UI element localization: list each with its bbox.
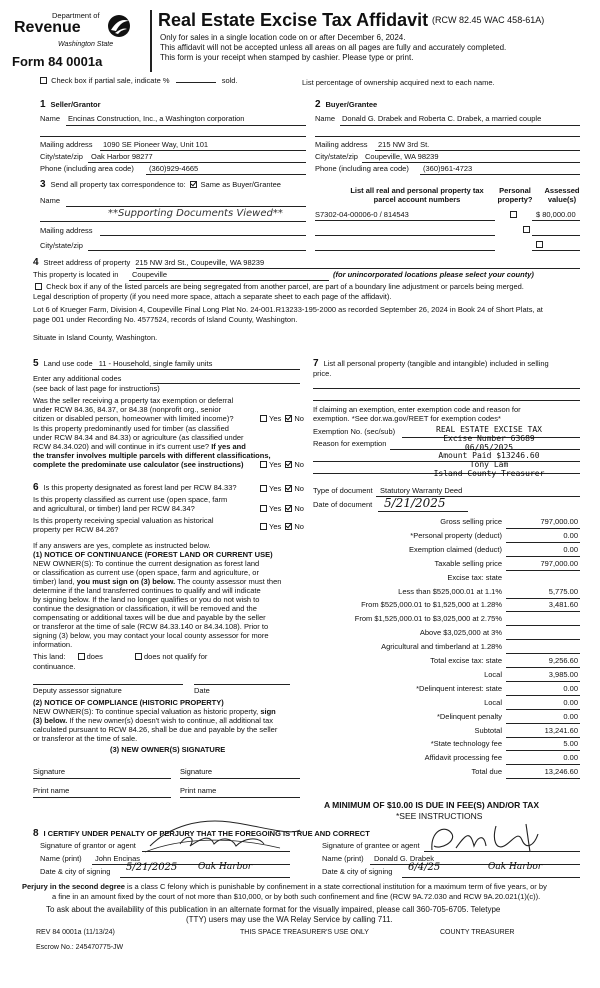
rule: [146, 174, 306, 175]
certification-statement: I CERTIFY UNDER PENALTY OF PERJURY THAT THE FOREGOING IS TRUE AND CORRECT: [43, 829, 370, 838]
does-qualify-checkbox[interactable]: [78, 653, 85, 660]
dor-logo: [8, 12, 148, 58]
new-owner-signature-heading: (3) NEW OWNER(S) SIGNATURE: [110, 745, 226, 754]
perjury-line-2: a fine in an amount fixed by the court of not more than $10,000, or by both such confinement and fine (RCW 9A.72.030 and RCW 9A.20.021(1)(c)).: [52, 892, 541, 901]
treasurer-space-label: THIS SPACE TREASURER'S USE ONLY: [240, 929, 369, 936]
section-number: 8: [33, 828, 39, 839]
does-label: does: [86, 652, 103, 661]
legal-description-line-1[interactable]: Lot 6 of Krueger Farm, Division 4, Coupeville Final Long Plat No. 24-001.R13233-195-2000 as recorded September 26, 2024 in Book 24 of Short Plats, at: [33, 305, 543, 314]
parcel-header-assessed: Assessed value(s): [544, 186, 580, 204]
personal-property-checkbox[interactable]: [536, 241, 543, 248]
compliance-heading: (2) NOTICE OF COMPLIANCE (HISTORIC PROPERTY): [33, 698, 224, 707]
no-label: No: [294, 522, 304, 531]
compliance-sign: sign: [260, 707, 276, 716]
grantee-date-label: Date & city of signing: [322, 867, 393, 876]
current-use-question-line-2: and agricultural, or timber) land per RCW 84.34?: [33, 504, 195, 513]
timber-question-line-4: the transfer involves multiple parcels with different classifications,: [33, 451, 271, 460]
perjury-text: is a class C felony which is punishable by confinement in a state correctional institution for a maximum term of five years, or by: [127, 882, 547, 891]
personal-property-checkbox[interactable]: [510, 211, 517, 218]
document-type-label: Type of document: [313, 486, 373, 495]
additional-codes-note: (see back of last page for instructions): [33, 384, 160, 393]
calc-row-rule: [506, 542, 580, 543]
location-note: (for unincorporated locations please select your county): [333, 270, 534, 279]
exemption-number-label: Exemption No. (sec/sub): [313, 427, 396, 436]
calc-row-label: Above $3,025,000 at 3%: [419, 628, 502, 638]
continuance-line: continue the designation or classification, it will be removed and the: [33, 604, 257, 613]
rule: [66, 125, 306, 126]
rule: [40, 136, 306, 137]
section-number: 5: [33, 358, 39, 369]
calc-row-rule: [506, 778, 580, 779]
supporting-docs-stamp: **Supporting Documents Viewed**: [108, 208, 283, 219]
calc-row-value[interactable]: 5.00: [563, 739, 578, 749]
rule: [92, 864, 290, 865]
calc-row-rule: [506, 556, 580, 557]
current-use-question-line-1: Is this property classified as current use (open space, farm: [33, 495, 228, 504]
this-land-label: This land:: [33, 652, 66, 661]
header-note-2: This affidavit will not be accepted unless all areas on all pages are fully and accurately completed.: [160, 43, 507, 52]
calc-row-rule: [506, 625, 580, 626]
compliance-text: If the new owner(s) doesn't wish to continue, all additional tax: [69, 716, 274, 725]
grantor-name-field[interactable]: John Encinas: [95, 854, 141, 863]
rule: [315, 220, 495, 221]
buyer-phone-field[interactable]: (360)961-4723: [423, 164, 473, 173]
location-label: This property is located in: [33, 270, 119, 279]
new-owner-signature-label: Signature: [180, 767, 213, 776]
rule: [370, 864, 580, 865]
county-treasurer-label: COUNTY TREASURER: [440, 929, 515, 936]
grantor-signature-scribble[interactable]: [140, 808, 310, 858]
continuance-sign-instruction: you must sign on (3) below.: [76, 577, 176, 586]
no-label: No: [294, 504, 304, 513]
no-label: No: [294, 484, 304, 493]
timber-question-line-1: Is this property predominantly used for timber (as classified: [33, 424, 229, 433]
continuance-word: continuance.: [33, 662, 76, 671]
seller-phone-field[interactable]: (360)929-4665: [149, 164, 199, 173]
calc-row-rule: [506, 653, 580, 654]
calc-row-label: From $525,000.01 to $1,525,000 at 1.28%: [361, 600, 502, 610]
rule: [40, 221, 306, 222]
stamp-line: 06/05/2025: [464, 442, 514, 452]
calc-row-value[interactable]: 0.00: [563, 683, 578, 693]
continuance-line: by signing below. If the land no longer qualifies or you do not wish to: [33, 595, 260, 604]
calc-row-rule: [506, 611, 580, 612]
calc-row-label: *State technology fee: [430, 739, 502, 749]
grantor-city-field[interactable]: Oak Harbor: [198, 862, 253, 872]
q5b-answer: [258, 461, 304, 470]
compliance-text: NEW OWNER(S): To continue special valuation as historic property,: [33, 707, 259, 716]
stamp-line: Amount Paid $13246.60: [438, 451, 540, 461]
q5a-answer: [258, 415, 304, 424]
correspondence-heading: [40, 179, 281, 191]
correspondence-address-label: Mailing address: [40, 226, 93, 235]
stamp-line: Tony Lam: [469, 460, 509, 470]
logo-top-text: Department of: [52, 11, 100, 20]
continuance-line: information.: [33, 640, 73, 649]
calc-row-rule: [506, 639, 580, 640]
header-note-1: Only for sales in a single location code on or after December 6, 2024.: [160, 33, 406, 42]
escrow-number: Escrow No.: 245470775-JW: [36, 944, 124, 951]
revision-number: REV 84 0001a (11/13/24): [36, 929, 115, 936]
q6b-answer: [258, 505, 304, 514]
rule: [194, 684, 290, 685]
rule: [420, 174, 580, 175]
q6a-answer: [258, 485, 304, 494]
no-checkbox[interactable]: [285, 485, 292, 492]
calc-row-rule: [506, 528, 580, 529]
calc-row-label: Total excise tax: state: [430, 656, 502, 665]
calc-row-value[interactable]: 3,985.00: [548, 669, 578, 679]
personal-property-label-2: price.: [313, 369, 332, 378]
yes-label: Yes: [269, 522, 282, 531]
stamp-line: Excise Number 63689: [443, 433, 535, 443]
accessibility-line-1: To ask about the availability of this publication in an alternate format for the visually impaired, please call 360-705-6705. Teletype: [46, 905, 501, 914]
historic-question-line-1: Is this property receiving special valuation as historical: [33, 516, 214, 525]
calc-row-value[interactable]: 0.00: [563, 753, 578, 763]
does-not-qualify-label: does not qualify for: [143, 652, 208, 661]
rule: [315, 235, 495, 236]
minimum-fee-notice: A MINIMUM OF $10.00 IS DUE IN FEE(S) AND/OR TAX: [324, 800, 540, 810]
buyer-phone-label: Phone (including area code): [315, 164, 409, 173]
if-yes-note: If any answers are yes, complete as instructed below.: [33, 541, 211, 550]
rule: [136, 268, 580, 269]
rule: [362, 162, 580, 163]
additional-codes-label: Enter any additional codes: [33, 374, 122, 383]
yes-checkbox[interactable]: [260, 485, 267, 492]
grantee-signature-scribble[interactable]: [426, 820, 556, 860]
new-owner-signature-label: Signature: [33, 767, 66, 776]
timber-question-line-2: under RCW 84.34 and 84.33) or agriculture (as classified under: [33, 433, 244, 442]
buyer-name-field[interactable]: Donald G. Drabek and Roberta C. Drabek, a married couple: [342, 114, 542, 123]
rule: [129, 280, 329, 281]
calc-row-rule: [506, 570, 580, 571]
seller-heading-label: Seller/Grantor: [50, 100, 101, 109]
correspondence-name-label: Name: [40, 196, 61, 205]
rule: [315, 250, 495, 251]
exemption-instructions-2: exemption. *See dor.wa.gov/REET for exemption codes*: [313, 414, 501, 423]
calc-row-label: *Delinquent interest: state: [416, 683, 502, 693]
compliance-sign-ref: (3) below.: [33, 716, 68, 725]
segregation-row: [33, 283, 524, 292]
exemption-question-line-3: citizen or disabled person, homeowner with limited income)?: [33, 414, 234, 423]
yes-label: Yes: [269, 460, 282, 469]
calc-row-label: Affidavit processing fee: [424, 753, 502, 763]
yes-checkbox[interactable]: [260, 505, 267, 512]
buyer-address-field[interactable]: 215 NW 3rd St.: [378, 140, 430, 149]
yes-label: Yes: [269, 414, 282, 423]
partial-sale-label: Check box if partial sale, indicate %: [51, 76, 170, 85]
correspondence-city-label: City/state/zip: [40, 241, 83, 250]
forest-row: [33, 482, 237, 494]
grantee-signature-label: Signature of grantee or agent: [322, 841, 420, 850]
buyer-address-label: Mailing address: [315, 140, 368, 149]
continuance-text: timber) land,: [33, 577, 75, 586]
rule: [340, 125, 580, 126]
segregation-checkbox[interactable]: [35, 283, 42, 290]
seller-city-field[interactable]: Oak Harbor 98277: [91, 152, 153, 161]
calc-row-label: Local: [484, 669, 502, 679]
compliance-line: calculated pursuant to RCW 84.26, shall be due and payable by the seller: [33, 725, 278, 734]
land-qualify-row: [33, 653, 207, 662]
same-as-buyer-checkbox[interactable]: [190, 181, 197, 188]
seller-phone-label: Phone (including area code): [40, 164, 134, 173]
calc-row-rule: [506, 667, 580, 668]
seller-address-field[interactable]: 1090 SE Pioneer Way, Unit 101: [103, 140, 209, 149]
header-divider: [150, 10, 152, 72]
calc-row-value[interactable]: 13,241.60: [544, 725, 578, 735]
calc-row-label: *Delinquent penalty: [436, 711, 502, 721]
no-label: No: [294, 414, 304, 423]
form-number: Form 84 0001a: [12, 54, 103, 69]
rule: [375, 150, 580, 151]
rule: [532, 220, 580, 221]
yes-checkbox[interactable]: [260, 415, 267, 422]
no-checkbox[interactable]: [285, 505, 292, 512]
grantor-date-field[interactable]: 5/21/2025: [126, 862, 178, 873]
does-not-qualify-checkbox[interactable]: [135, 653, 142, 660]
calc-row-label: Less than $525,000.01 at 1.1%: [398, 586, 502, 596]
calc-row-rule: [506, 723, 580, 724]
forest-question: Is this property designated as forest land per RCW 84.33?: [43, 483, 237, 492]
land-use-code-field[interactable]: 11 - Household, single family units: [98, 359, 213, 368]
rule: [33, 778, 171, 779]
continuance-line: NEW OWNER(S): To continue the current designation as forest land: [33, 559, 260, 568]
calc-row-label: Exemption claimed (deduct): [409, 544, 502, 554]
calc-row-label: Total due: [471, 767, 502, 777]
continuance-line: or transferor at the time of sale (RCW 84.33.140 or 84.34.108). Prior to: [33, 622, 269, 631]
document-date-label: Date of document: [313, 500, 373, 509]
rule: [66, 206, 306, 207]
land-use-label: Land use code: [43, 359, 93, 368]
rule: [100, 150, 306, 151]
grantor-date-label: Date & city of signing: [40, 867, 111, 876]
continuance-line: compensating or additional taxes will be due and payable by the seller: [33, 613, 266, 622]
deputy-signature-label: Deputy assessor signature: [33, 686, 122, 695]
no-label: No: [294, 460, 304, 469]
calc-row-value[interactable]: 0.00: [563, 711, 578, 721]
treasurer-receipt-stamp: [402, 426, 576, 479]
timber-question-text: RCW 84.34.020) and will continue in it's current use?: [33, 442, 210, 451]
calc-row-rule: [506, 598, 580, 599]
parcel-header-accounts: List all real and personal property tax parcel account numbers: [350, 186, 484, 204]
calc-row-rule: [506, 750, 580, 751]
logo-state-text: Washington State: [58, 41, 114, 48]
buyer-city-field[interactable]: Coupeville, WA 98239: [365, 152, 439, 161]
deputy-date-label: Date: [194, 686, 210, 695]
rule: [33, 684, 183, 685]
rule: [150, 383, 300, 384]
section-number: 4: [33, 257, 39, 268]
continuance-line: or classification as current use (open space, farm and agriculture, or: [33, 568, 259, 577]
seller-city-label: City/state/zip: [40, 152, 83, 161]
partial-sale-checkbox[interactable]: [40, 77, 47, 84]
partial-sold-label: sold.: [221, 76, 238, 85]
personal-property-checkbox[interactable]: [523, 226, 530, 233]
timber-question-line-5: complete the predominate use calculator (see instructions): [33, 460, 244, 469]
street-label: Street address of property: [43, 258, 131, 267]
legal-description-label: Legal description of property (if you need more space, attach a separate sheet to each page of the affidavit).: [33, 292, 392, 301]
grantee-print-label: Name (print): [322, 854, 364, 863]
exemption-instructions-1: If claiming an exemption, enter exemption code and reason for: [313, 405, 521, 414]
calc-row-value[interactable]: 797,000.00: [540, 558, 578, 568]
yes-label: Yes: [269, 484, 282, 493]
buyer-name-label: Name: [315, 114, 336, 123]
no-checkbox[interactable]: [285, 461, 292, 468]
rule: [532, 235, 580, 236]
ownership-note: List percentage of ownership acquired next to each name.: [302, 78, 495, 87]
location-field[interactable]: Coupeville: [132, 270, 168, 279]
seller-heading: [40, 99, 101, 111]
section-number: 3: [40, 179, 46, 190]
yes-label: Yes: [269, 504, 282, 513]
calc-row-label: Subtotal: [474, 725, 502, 735]
section-number: 6: [33, 482, 39, 493]
section-number: 1: [40, 99, 46, 110]
calc-row-value[interactable]: 13,246.60: [544, 767, 578, 777]
rule: [120, 877, 290, 878]
rule: [315, 136, 580, 137]
rule: [88, 250, 306, 251]
compliance-line: or transferor at the time of sale.: [33, 734, 138, 743]
logo-name-text: Revenue: [14, 19, 81, 36]
exemption-question-line-1: Was the seller receiving a property tax exemption or deferral: [33, 396, 234, 405]
street-field[interactable]: 215 NW 3rd St., Coupeville, WA 98239: [135, 258, 265, 267]
same-as-buyer-label: Same as Buyer/Grantee: [200, 180, 281, 189]
rule: [180, 778, 300, 779]
buyer-city-label: City/state/zip: [315, 152, 358, 161]
perjury-label: Perjury in the second degree: [22, 882, 125, 891]
calc-row-label: Agricultural and timberland at 1.28%: [381, 642, 502, 652]
seller-name-field[interactable]: Encinas Construction, Inc., a Washington corporation: [68, 114, 245, 123]
partial-percent-field[interactable]: [176, 82, 216, 83]
grantee-name-field[interactable]: Donald G. Drabek: [374, 854, 435, 863]
calc-row-label: Gross selling price: [440, 517, 502, 526]
yes-checkbox[interactable]: [260, 461, 267, 468]
q6c-answer: [258, 523, 304, 532]
rule: [313, 400, 580, 401]
historic-question-line-2: property per RCW 84.26?: [33, 525, 119, 534]
calc-row-value[interactable]: 0.00: [563, 530, 578, 540]
calc-row-rule: [506, 709, 580, 710]
parcel-account-field[interactable]: S7302-04-00006-0 / 814543: [315, 210, 409, 219]
calc-row-label: Local: [484, 697, 502, 707]
yes-checkbox[interactable]: [260, 523, 267, 530]
calc-row-value[interactable]: 0.00: [563, 697, 578, 707]
see-instructions-note: *SEE INSTRUCTIONS: [396, 811, 483, 821]
calc-row-value[interactable]: 9,256.60: [548, 656, 578, 665]
buyer-heading-label: Buyer/Grantee: [325, 100, 378, 109]
assessed-value-field[interactable]: $ 80,000.00: [536, 210, 576, 219]
partial-sale-row: [38, 77, 238, 86]
form-title: Real Estate Excise Tax Affidavit: [158, 10, 429, 30]
seller-name-label: Name: [40, 114, 61, 123]
rule: [88, 162, 306, 163]
situate-text[interactable]: Situate in Island County, Washington.: [33, 333, 158, 342]
correspondence-label: Send all property tax correspondence to:: [50, 180, 186, 189]
stamp-line: Island County Treasurer: [433, 468, 545, 478]
timber-question-bold: If yes and: [211, 442, 246, 451]
continuance-line: determine if the land transferred continues to qualify and will indicate: [33, 586, 261, 595]
calc-row-value[interactable]: 5,775.00: [548, 586, 578, 596]
personal-property-row: [313, 358, 549, 370]
section-number: 2: [315, 99, 321, 110]
rule: [402, 877, 580, 878]
grantor-signature-label: Signature of grantor or agent: [40, 841, 136, 850]
calc-row-rule: [506, 681, 580, 682]
calc-row-label: From $1,525,000.01 to $3,025,000 at 2.75%: [354, 614, 502, 624]
calc-row-rule: [506, 764, 580, 765]
grantee-city-field[interactable]: Oak Harbor: [488, 862, 543, 872]
new-owner-print-label: Print name: [180, 786, 217, 795]
personal-property-label: List all personal property (tangible and intangible) included in selling: [323, 359, 549, 368]
exemption-question-line-2: under RCW 84.36, 84.37, or 84.38 (nonprofit org., senior: [33, 405, 222, 414]
new-owner-print-label: Print name: [33, 786, 70, 795]
rule: [313, 388, 580, 389]
calc-row-rule: [506, 737, 580, 738]
legal-description-line-2[interactable]: page 001 under Recording No. 4577524, records of Island County, Washington.: [33, 315, 298, 324]
document-date-field[interactable]: 5/21/2025: [384, 496, 446, 510]
rule: [33, 797, 171, 798]
rule: [532, 250, 580, 251]
logo-swirl-icon: [105, 13, 135, 39]
calc-row-label: *Personal property (deduct): [410, 530, 502, 540]
stamp-line: REAL ESTATE EXCISE TAX: [436, 425, 542, 434]
continuance-heading: (1) NOTICE OF CONTINUANCE (FOREST LAND OR CURRENT USE): [33, 550, 273, 559]
continuance-line: signing (3) below, you may contact your local county assessor for more: [33, 631, 269, 640]
rule: [100, 235, 306, 236]
no-checkbox[interactable]: [285, 415, 292, 422]
section-number: 7: [313, 358, 319, 369]
segregation-label: Check box if any of the listed parcels are being segregated from another parcel, are part of a boundary line adjustment or parcels being merged.: [46, 282, 524, 291]
continuance-text: The county assessor must then: [177, 577, 282, 586]
calc-row-value[interactable]: 3,481.60: [548, 600, 578, 610]
no-checkbox[interactable]: [285, 523, 292, 530]
calc-row-value[interactable]: 0.00: [563, 544, 578, 554]
buyer-heading: [315, 99, 377, 111]
calc-row-label: Excise tax: state: [447, 572, 502, 582]
document-type-field[interactable]: Statutory Warranty Deed: [380, 486, 463, 495]
rule: [378, 511, 468, 512]
parcel-header-personal: Personal property?: [497, 186, 533, 204]
exemption-reason-label: Reason for exemption: [313, 439, 387, 448]
seller-address-label: Mailing address: [40, 140, 93, 149]
calc-row-value[interactable]: 797,000.00: [540, 517, 578, 526]
calc-row-label: Taxable selling price: [434, 558, 502, 568]
calc-row-rule: [506, 695, 580, 696]
accessibility-line-2: (TTY) users may use the WA Relay Service by calling 711.: [186, 915, 393, 924]
perjury-line-1: [22, 883, 547, 892]
rule: [92, 369, 300, 370]
grantor-print-label: Name (print): [40, 854, 82, 863]
form-citation: (RCW 82.45 WAC 458-61A): [432, 15, 545, 25]
grantee-date-field[interactable]: 6/4/25: [408, 862, 441, 873]
rule: [180, 797, 300, 798]
header-note-3: This form is your receipt when stamped by cashier. Please type or print.: [160, 53, 414, 62]
